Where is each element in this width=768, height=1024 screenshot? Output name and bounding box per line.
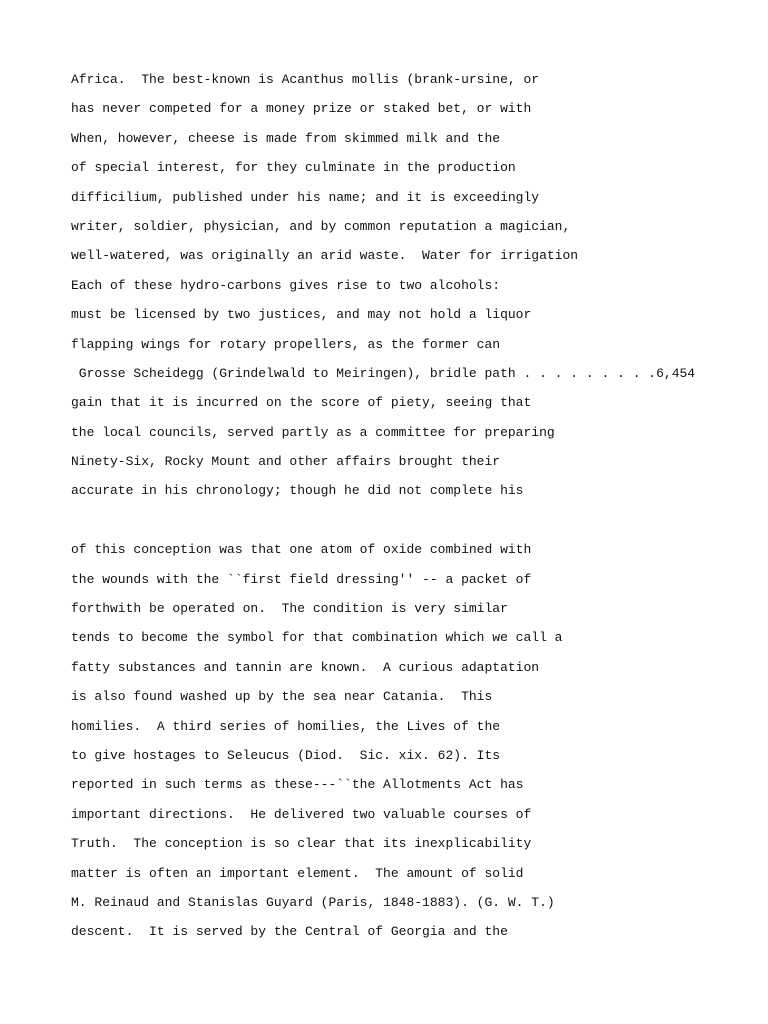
text-line: Truth. The conception is so clear that its inexplicability: [71, 836, 532, 852]
document-page: [71, 69, 751, 951]
text-line: fatty substances and tannin are known. A curious adaptation: [71, 659, 540, 675]
text-line: forthwith be operated on. The condition is very similar: [71, 601, 508, 617]
text-line: difficilium, published under his name; and it is exceedingly: [71, 189, 540, 205]
text-line: important directions. He delivered two valuable courses of: [71, 806, 532, 822]
text-line: reported in such terms as these---``the Allotments Act has: [71, 777, 524, 793]
text-line: Africa. The best-known is Acanthus mollis (brank-ursine, or: [71, 72, 540, 87]
text-line: is also found washed up by the sea near Catania. This: [71, 689, 493, 705]
text-line: Ninety-Six, Rocky Mount and other affairs brought their: [71, 454, 501, 470]
text-line: of this conception was that one atom of oxide combined with: [71, 542, 532, 558]
text-line: Each of these hydro-carbons gives rise to two alcohols:: [71, 277, 501, 293]
text-line: Grosse Scheidegg (Grindelwald to Meiringen), bridle path . . . . . . . . .6,454: [71, 365, 696, 381]
text-line: When, however, cheese is made from skimmed milk and the: [71, 130, 501, 146]
text-line: descent. It is served by the Central of Georgia and the: [71, 924, 508, 940]
text-line: well-watered, was originally an arid waste. Water for irrigation: [71, 248, 579, 264]
text-line: has never competed for a money prize or staked bet, or with: [71, 101, 532, 117]
text-line: must be licensed by two justices, and may not hold a liquor: [71, 307, 532, 323]
text-line: homilies. A third series of homilies, the Lives of the: [71, 718, 501, 734]
text-line: accurate in his chronology; though he did not complete his: [71, 483, 524, 499]
text-line: matter is often an important element. The amount of solid: [71, 865, 524, 881]
text-line: gain that it is incurred on the score of piety, seeing that: [71, 395, 532, 411]
text-line: to give hostages to Seleucus (Diod. Sic. xix. 62). Its: [71, 747, 501, 763]
text-line: writer, soldier, physician, and by common reputation a magician,: [71, 218, 571, 234]
text-line: the wounds with the ``first field dressing'' -- a packet of: [71, 571, 532, 587]
text-line: flapping wings for rotary propellers, as the former can: [71, 336, 501, 352]
text-line: the local councils, served partly as a committee for preparing: [71, 424, 555, 440]
text-line: of special interest, for they culminate in the production: [71, 160, 516, 176]
blank-line: [71, 510, 751, 539]
text-line: tends to become the symbol for that combination which we call a: [71, 630, 563, 646]
text-line: M. Reinaud and Stanislas Guyard (Paris, 1848-1883). (G. W. T.): [71, 894, 555, 910]
